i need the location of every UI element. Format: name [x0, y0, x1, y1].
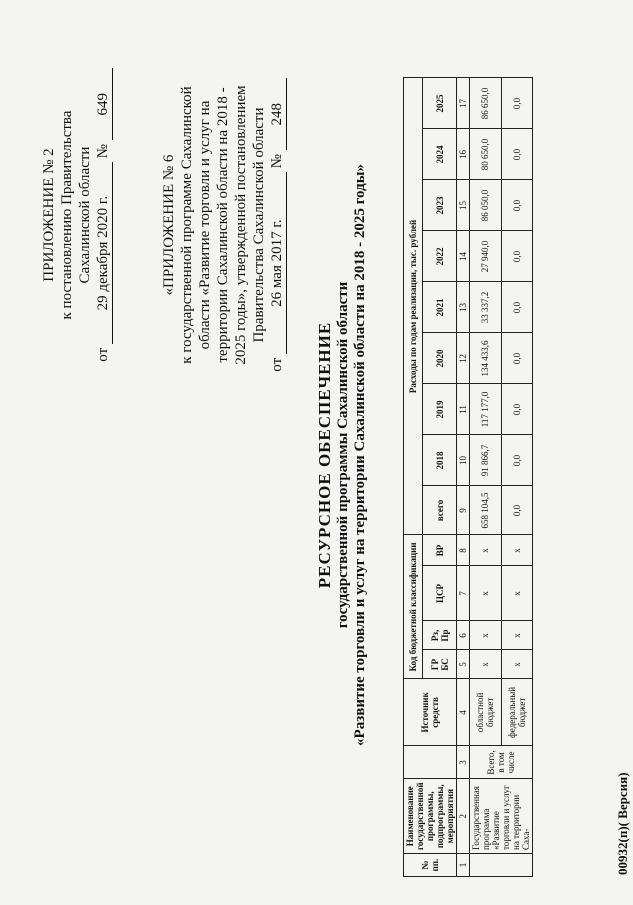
appendix-2-no-label: №	[95, 144, 111, 159]
appendix-6-line2: области «Развитие торговли и услуг на	[197, 100, 213, 350]
footer-doc-code: 00932(п)( Версия)	[615, 772, 630, 875]
colnum: 13	[457, 282, 470, 333]
appendix-6-line5: Правительства Сахалинской области	[251, 107, 267, 343]
row-source-regional: областной бюджет	[470, 679, 502, 746]
value-cell: 0,0	[501, 129, 533, 180]
header-source: Источник средств	[404, 679, 457, 746]
header-year-2025: 2025	[423, 78, 457, 129]
value-cell: 86 050,0	[470, 180, 502, 231]
document-title-block	[315, 65, 369, 845]
header-grbs: ГР БС	[423, 650, 457, 679]
header-year-2023: 2023	[423, 180, 457, 231]
value-cell: 0,0	[501, 333, 533, 384]
appendix-6-number: 248	[268, 78, 287, 150]
value-cell: 80 650,0	[470, 129, 502, 180]
code-cell: х	[470, 650, 502, 679]
appendix-2-header	[40, 25, 113, 405]
value-cell: 27 940,0	[470, 231, 502, 282]
total-cell: 0,0	[501, 486, 533, 535]
row-program-name: Государственная программа «Развитие торговли и услуг на территории Саха-	[470, 779, 533, 854]
appendix-6-no-label: №	[269, 154, 285, 169]
table-header-row-1	[404, 78, 423, 877]
resource-table	[403, 77, 533, 877]
value-cell: 0,0	[501, 282, 533, 333]
header-year-2024: 2024	[423, 129, 457, 180]
code-cell: х	[470, 621, 502, 650]
appendix-2-date-line	[94, 25, 113, 405]
header-scope	[404, 746, 457, 779]
appendix-2-line1: к постановлению Правительства	[59, 110, 75, 320]
appendix-2-title: ПРИЛОЖЕНИЕ № 2	[41, 148, 57, 282]
appendix-6-line3: территории Сахалинской области на 2018 -	[215, 87, 231, 363]
header-total: всего	[423, 486, 457, 535]
header-year-2021: 2021	[423, 282, 457, 333]
colnum: 8	[457, 535, 470, 566]
header-expenses: Расходы по годам реализации, тыс. рублей	[404, 78, 423, 535]
total-cell: 658 104,5	[470, 486, 502, 535]
colnum: 2	[457, 779, 470, 854]
colnum: 9	[457, 486, 470, 535]
value-cell: 86 650,0	[470, 78, 502, 129]
value-cell: 91 866,7	[470, 435, 502, 486]
document-title: РЕСУРСНОЕ ОБЕСПЕЧЕНИЕ	[315, 321, 334, 589]
colnum: 3	[457, 746, 470, 779]
appendix-6-line4: 2025 годы», утвержденной постановлением	[233, 85, 249, 365]
code-cell: х	[501, 566, 533, 621]
code-cell: х	[470, 566, 502, 621]
colnum: 5	[457, 650, 470, 679]
appendix-6-line1: к государственной программе Сахалинской	[179, 86, 195, 364]
colnum: 14	[457, 231, 470, 282]
value-cell: 117 177,0	[470, 384, 502, 435]
value-cell: 0,0	[501, 384, 533, 435]
row-num-cell	[470, 854, 533, 877]
appendix-6-title: «ПРИЛОЖЕНИЕ № 6	[161, 154, 177, 296]
value-cell: 134 433,6	[470, 333, 502, 384]
header-vr: ВР	[423, 535, 457, 566]
code-cell: х	[501, 535, 533, 566]
column-number-row	[457, 78, 470, 877]
header-csr: ЦСР	[423, 566, 457, 621]
value-cell: 0,0	[501, 435, 533, 486]
value-cell: 33 337,2	[470, 282, 502, 333]
appendix-6-date-line	[268, 25, 287, 425]
appendix-6-from-label: от	[269, 357, 285, 372]
value-cell: 0,0	[501, 180, 533, 231]
colnum: 1	[457, 854, 470, 877]
appendix-6-date: 26 мая 2017 г.	[268, 172, 287, 354]
header-year-2020: 2020	[423, 333, 457, 384]
header-year-2022: 2022	[423, 231, 457, 282]
colnum: 6	[457, 621, 470, 650]
header-rpr: Рз, Пр	[423, 621, 457, 650]
header-name: Наименование государственной программы, подпрограммы, мероприятия	[404, 779, 457, 854]
code-cell: х	[501, 650, 533, 679]
appendix-2-line2: Сахалинской области	[77, 146, 93, 284]
colnum: 11	[457, 384, 470, 435]
value-cell: 0,0	[501, 231, 533, 282]
table-row	[470, 78, 502, 877]
colnum: 12	[457, 333, 470, 384]
document-subtitle-2: «Развитие торговли и услуг на территории Сахалинской области на 2018 - 2025 годы»	[352, 164, 368, 746]
row-source-federal: федеральный бюджет	[501, 679, 533, 746]
colnum: 4	[457, 679, 470, 746]
value-cell: 0,0	[501, 78, 533, 129]
code-cell: х	[501, 621, 533, 650]
appendix-2-number: 649	[94, 68, 113, 140]
appendix-2-date: 29 декабря 2020 г.	[94, 162, 113, 344]
code-cell: х	[470, 535, 502, 566]
header-code: Код бюджетной классификации	[404, 535, 423, 679]
header-year-2019: 2019	[423, 384, 457, 435]
header-year-2018: 2018	[423, 435, 457, 486]
colnum: 10	[457, 435, 470, 486]
colnum: 17	[457, 78, 470, 129]
document-subtitle-1: государственной программы Сахалинской области	[335, 281, 351, 629]
appendix-2-from-label: от	[95, 347, 111, 362]
header-num: № пп.	[404, 854, 457, 877]
colnum: 15	[457, 180, 470, 231]
colnum: 7	[457, 566, 470, 621]
row-scope: Всего, в том числе	[470, 746, 533, 779]
colnum: 16	[457, 129, 470, 180]
appendix-6-header	[160, 25, 287, 425]
